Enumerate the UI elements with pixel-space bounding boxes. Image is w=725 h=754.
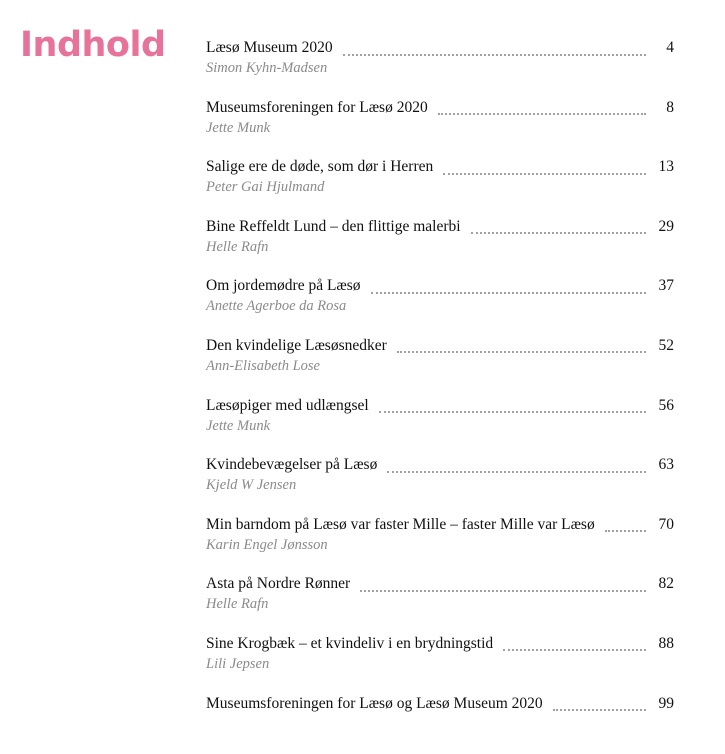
toc-entry-page-number: 63 [658, 456, 674, 474]
toc-entry[interactable] [206, 397, 674, 457]
toc-entry-title[interactable]: Min barndom på Læsø var faster Mille – faster Mille var Læsø [206, 515, 595, 533]
dot-leader [443, 172, 646, 175]
toc-entry-title[interactable]: Om jordemødre på Læsø [206, 277, 361, 295]
dot-leader [553, 708, 646, 711]
toc-entry-author: Helle Rafn [206, 596, 269, 613]
toc-entry-title[interactable]: Sine Krogbæk – et kvindeliv i en brydningstid [206, 634, 494, 652]
table-of-contents [206, 39, 674, 754]
toc-entry[interactable] [206, 456, 674, 516]
toc-entry-page-number: 4 [666, 39, 674, 56]
toc-entry-title[interactable]: Læsøpiger med udlængsel [206, 396, 369, 414]
toc-entry-author: Helle Rafn [206, 238, 269, 255]
toc-entry[interactable] [206, 218, 674, 278]
toc-entry-title[interactable]: Læsø Museum 2020 [206, 39, 333, 56]
dot-leader [605, 529, 646, 532]
toc-entry-author: Anette Agerboe da Rosa [206, 298, 347, 315]
toc-entry-title[interactable]: Museumsforeningen for Læsø og Læsø Museum 2020 [206, 694, 543, 712]
dot-leader [379, 410, 646, 413]
toc-entry-page-number: 29 [658, 217, 674, 235]
toc-entry-page-number: 8 [666, 98, 674, 116]
toc-entry-title[interactable]: Museumsforeningen for Læsø 2020 [206, 98, 428, 116]
toc-entry-title[interactable]: Asta på Nordre Rønner [206, 575, 351, 593]
toc-entry-page-number: 37 [658, 277, 674, 295]
toc-entry[interactable] [206, 695, 674, 754]
toc-entry-author: Karin Engel Jønsson [206, 536, 328, 553]
dot-leader [371, 291, 646, 294]
toc-entry-author: Peter Gai Hjulmand [206, 179, 325, 196]
toc-entry-author: Jette Munk [206, 119, 271, 136]
toc-entry[interactable] [206, 516, 674, 576]
toc-entry-title[interactable]: Salige ere de døde, som dør i Herren [206, 158, 434, 176]
toc-entry-title[interactable]: Bine Reffeldt Lund – den flittige malerbi [206, 217, 461, 235]
toc-entry-author: Kjeld W Jensen [206, 477, 297, 494]
dot-leader [397, 350, 646, 353]
toc-entry[interactable] [206, 99, 674, 159]
toc-entry-author: Jette Munk [206, 417, 271, 434]
dot-leader [471, 231, 646, 234]
toc-entry-author: Ann-Elisabeth Lose [206, 357, 320, 374]
toc-entry-author: Simon Kyhn-Madsen [206, 60, 328, 76]
toc-entry-page-number: 13 [658, 158, 674, 176]
toc-entry-author: Lili Jepsen [206, 655, 270, 672]
toc-entry-page-number: 52 [658, 336, 674, 354]
toc-entry-page-number: 99 [658, 694, 674, 712]
toc-entry[interactable] [206, 575, 674, 635]
dot-leader [438, 112, 646, 115]
toc-entry[interactable] [206, 635, 674, 695]
toc-entry-title[interactable]: Den kvindelige Læsøsnedker [206, 336, 387, 354]
toc-entry[interactable] [206, 337, 674, 397]
page-title: Indhold [20, 25, 166, 65]
dot-leader [360, 589, 646, 592]
toc-entry[interactable] [206, 277, 674, 337]
toc-entry-page-number: 70 [658, 515, 674, 533]
dot-leader [343, 53, 646, 56]
dot-leader [387, 470, 646, 473]
toc-entry-page-number: 88 [658, 634, 674, 652]
toc-entry-page-number: 56 [658, 396, 674, 414]
dot-leader [503, 648, 646, 651]
toc-entry-page-number: 82 [658, 575, 674, 593]
toc-entry-title[interactable]: Kvindebevægelser på Læsø [206, 456, 378, 474]
toc-entry[interactable] [206, 39, 674, 99]
toc-entry[interactable] [206, 158, 674, 218]
